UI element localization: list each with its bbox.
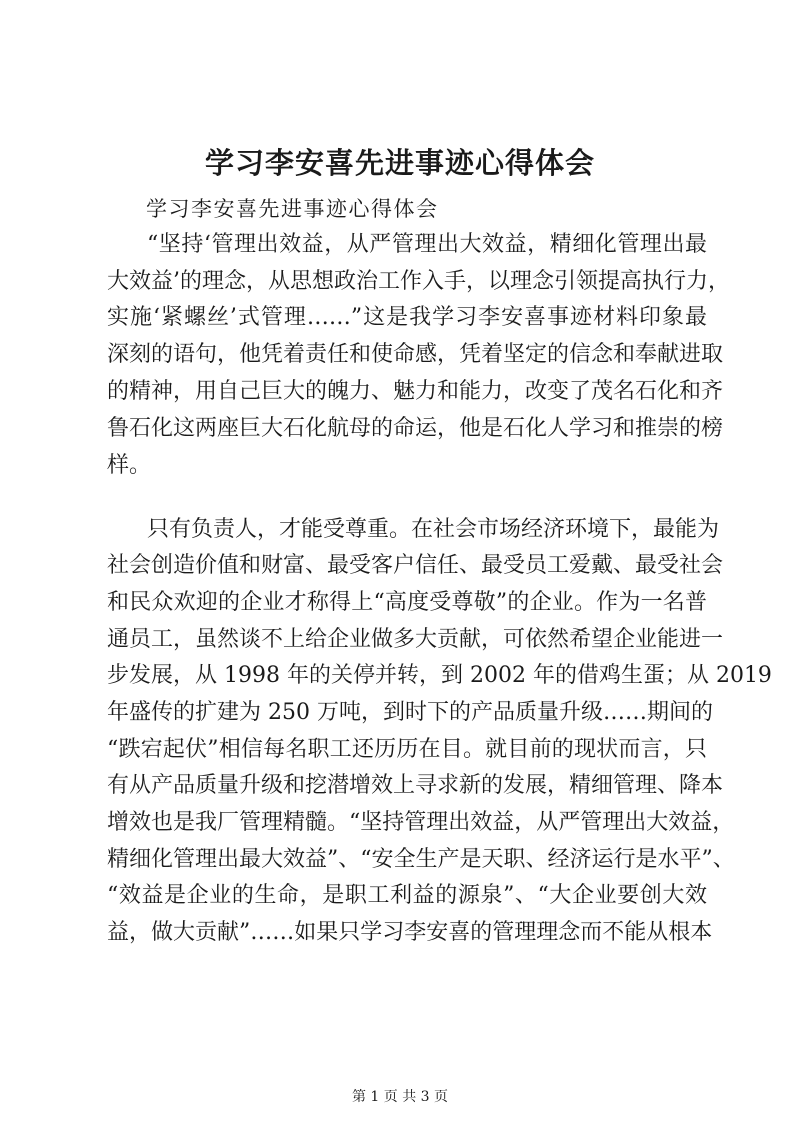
text-line: 精细化管理出最大效益”、“安全生产是天职、经济运行是水平”、 [107,847,735,872]
text-line: 大效益’的理念，从思想政治工作入手，以理念引领提高执行力， [107,269,730,294]
document-title: 学习李安喜先进事迹心得体会 [204,146,595,180]
document-subtitle: 学习李安喜先进事迹心得体会 [146,197,439,221]
page-footer: 第 1 页 共 3 页 [351,1089,449,1105]
text-line: “坚持‘管理出效益，从严管理出大效益，精细化管理出最 [147,232,707,257]
text-line: 和民众欢迎的企业才称得上“高度受尊敬”的企业。作为一名普 [107,590,707,615]
text-line: 益，做大贡献”……如果只学习李安喜的管理理念而不能从根本 [107,920,713,945]
text-line: 增效也是我厂管理精髓。“坚持管理出效益，从严管理出大效益， [107,810,735,835]
text-line: 步发展，从 1998 年的关停并转，到 2002 年的借鸡生蛋；从 2019 [107,663,772,688]
text-line: 年盛传的扩建为 250 万吨，到时下的产品质量升级……期间的 [107,700,713,725]
text-line: “效益是企业的生命，是职工利益的源泉”、“大企业要创大效 [107,883,707,908]
text-line: 只有负责人，才能受尊重。在社会市场经济环境下，最能为 [147,517,720,542]
text-line: 通员工，虽然谈不上给企业做多大贡献，可依然希望企业能进一 [107,627,724,652]
text-line: 实施‘紧螺丝’式管理……”这是我学习李安喜事迹材料印象最 [107,305,707,330]
text-line: 鲁石化这两座巨大石化航母的命运，他是石化人学习和推崇的榜 [107,416,724,441]
text-line: 的精神，用自己巨大的魄力、魅力和能力，改变了茂名石化和齐 [107,379,724,404]
text-line: 社会创造价值和财富、最受客户信任、最受员工爱戴、最受社会 [107,553,724,578]
text-line: 深刻的语句，他凭着责任和使命感，凭着坚定的信念和奉献进取 [107,342,724,367]
text-line: 样。 [107,453,152,478]
text-line: 有从产品质量升级和挖潜增效上寻求新的发展，精细管理、降本 [107,773,724,798]
text-line: “跌宕起伏”相信每名职工还历历在目。就目前的现状而言，只 [107,737,707,762]
